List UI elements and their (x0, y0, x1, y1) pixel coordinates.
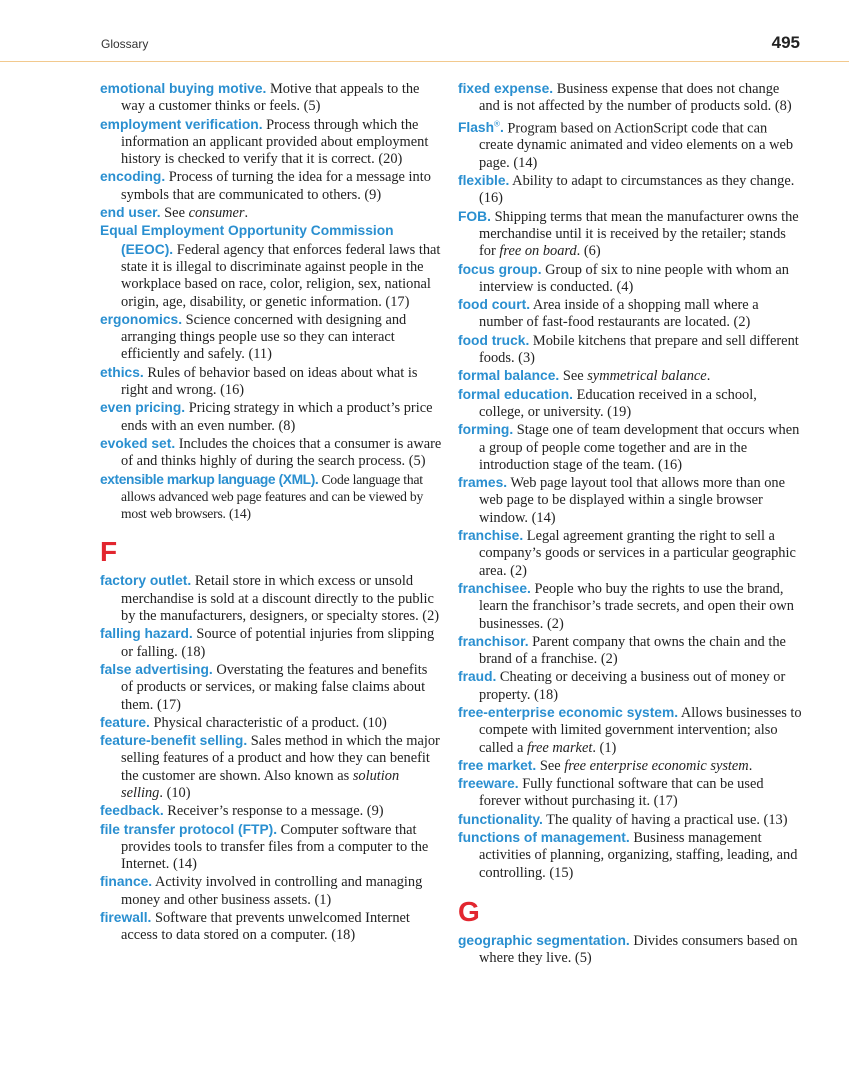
glossary-definition: Sales method in which the major selling features of a product and how they can benefit the customer are shown. Also known as (121, 733, 440, 784)
glossary-entry (458, 757, 802, 775)
cross-reference: symmetrical balance (587, 368, 707, 385)
glossary-definition: Science concerned with designing and arranging things people use so they can interact efficiently and safely. (11) (121, 311, 407, 363)
glossary-column-left (100, 80, 442, 945)
glossary-definition: Process of turning the idea for a message into symbols that are communicated to others. (9) (121, 169, 431, 203)
glossary-entry (100, 714, 442, 732)
glossary-term: functionality. (458, 811, 543, 827)
glossary-entry (100, 909, 442, 945)
glossary-term: false advertising. (100, 661, 213, 677)
glossary-definition: Rules of behavior based on ideas about what is right and wrong. (16) (121, 364, 418, 399)
cross-reference: free market (526, 739, 593, 756)
glossary-entry (458, 421, 802, 474)
glossary-definition: Shipping terms that mean the manufacturer owns the merchandise until it is received by the retailer; stands for (479, 208, 799, 260)
glossary-term: end user. (100, 205, 161, 221)
glossary-definition-tail: . (706, 368, 711, 385)
glossary-term: focus group. (458, 261, 542, 277)
glossary-definition: People who buy the rights to use the brand, learn the franchisor’s trade secrets, and open their own businesses. (2) (479, 580, 795, 632)
glossary-entry (100, 204, 442, 222)
glossary-definition: See (536, 757, 565, 774)
glossary-term: franchisor. (458, 633, 529, 649)
glossary-definition: Education received in a school, college, or university. (19) (479, 386, 757, 420)
glossary-entry (458, 474, 802, 527)
glossary-entry (458, 261, 802, 297)
glossary-term: feature-benefit selling. (100, 733, 248, 749)
glossary-entry (458, 332, 802, 368)
glossary-definition: Cheating or deceiving a business out of money or property. (18) (479, 669, 786, 703)
glossary-entry (458, 775, 802, 811)
glossary-term: fixed expense. (458, 81, 554, 96)
glossary-definition: Software that prevents unwelcomed Internet access to data stored on a computer. (18) (121, 910, 410, 944)
section-letter-g: G (458, 895, 480, 927)
glossary-term: formal education. (458, 386, 573, 402)
glossary-definition: Parent company that owns the chain and the brand of a franchise. (2) (479, 633, 786, 668)
glossary-definition: Code language that allows advanced web page features and can be viewed by most web browsers. (14) (121, 471, 424, 522)
glossary-definition: Process through which the information an applicant provided about employment history is checked to verify that it is correct. (20) (121, 116, 429, 168)
glossary-term: feature. (100, 714, 150, 730)
glossary-entry (458, 296, 802, 332)
cross-reference: free on board (499, 243, 577, 260)
glossary-term: ethics. (100, 364, 144, 380)
glossary-term: extensible markup language (XML). (100, 471, 319, 487)
glossary-entry (100, 572, 442, 625)
glossary-term: fraud. (458, 669, 497, 685)
page-header (0, 0, 849, 62)
glossary-definition: Overstating the features and benefits of products or services, or making false claims about them. (17) (121, 661, 428, 713)
glossary-definition: See (160, 205, 189, 222)
glossary-term: encoding. (100, 169, 166, 185)
glossary-definition: See (559, 368, 588, 385)
page-number: 495 (771, 33, 800, 52)
glossary-definition-tail: . (1) (592, 739, 617, 756)
glossary-entry (100, 168, 442, 204)
glossary-term: forming. (458, 422, 514, 438)
header-rule (0, 61, 849, 62)
glossary-term: file transfer protocol (FTP). (100, 821, 278, 837)
running-head: Glossary (101, 37, 149, 51)
glossary-entry (458, 829, 802, 882)
glossary-term: even pricing. (100, 400, 186, 416)
glossary-definition: Pricing strategy in which a product’s price ends with an even number. (8) (121, 400, 433, 434)
section-letter-f: F (100, 536, 118, 568)
glossary-definition: Stage one of team development that occurs when a group of people come together and are in the introduction stage of the team. (16) (479, 422, 800, 473)
glossary-entry (458, 386, 802, 422)
registered-mark: ® (494, 119, 500, 129)
glossary-entry (458, 80, 802, 116)
glossary-term: employment verification. (100, 116, 263, 132)
cross-reference: free enterprise economic system (564, 757, 749, 774)
glossary-term: FOB. (458, 208, 491, 224)
glossary-term: formal balance. (458, 368, 560, 384)
glossary-term: franchise. (458, 528, 524, 544)
glossary-term: finance. (100, 874, 153, 890)
glossary-entry (100, 732, 442, 802)
glossary-term: franchisee. (458, 580, 531, 596)
cross-reference: solution selling (121, 767, 400, 801)
glossary-definition: Fully functional software that can be used forever without purchasing it. (17) (479, 776, 764, 810)
glossary-definition-tail: . (244, 205, 249, 222)
glossary-term: geographic segmentation. (458, 932, 630, 948)
glossary-definition: Divides consumers based on where they live. (5) (479, 932, 798, 967)
glossary-term: food truck. (458, 332, 530, 348)
glossary-definition: Ability to adapt to circumstances as they change. (16) (479, 173, 795, 207)
glossary-term: free market. (458, 757, 537, 773)
glossary-definition: Business management activities of planning, organizing, staffing, leading, and controlling. (15) (479, 830, 798, 881)
glossary-definition: Computer software that provides tools to transfer files from a computer to the Internet. (14) (121, 821, 429, 873)
glossary-entry (100, 821, 442, 874)
glossary-term: free-enterprise economic system. (458, 704, 679, 720)
glossary-entry (458, 811, 802, 829)
glossary-entry (100, 661, 442, 714)
glossary-term: Equal Employment Opportunity Commission (EEOC). (100, 223, 394, 257)
glossary-term: feedback. (100, 803, 164, 819)
glossary-term (458, 120, 504, 135)
glossary-definition: Receiver’s response to a message. (9) (163, 803, 384, 820)
glossary-definition: Motive that appeals to the way a customer thinks or feels. (5) (121, 81, 420, 115)
glossary-entry (458, 932, 802, 968)
glossary-entry (100, 435, 442, 471)
glossary-term: firewall. (100, 910, 152, 926)
cross-reference: consumer (188, 205, 245, 222)
glossary-term: falling hazard. (100, 626, 193, 642)
glossary-definition: Mobile kitchens that prepare and sell different foods. (3) (479, 332, 799, 367)
glossary-definition-tail: . (6) (576, 243, 601, 260)
glossary-term: freeware. (458, 776, 519, 792)
glossary-entry (458, 527, 802, 580)
glossary-entry (458, 668, 802, 704)
glossary-entry (458, 208, 802, 261)
glossary-term: ergonomics. (100, 311, 183, 327)
glossary-definition: Federal agency that enforces federal laws that state it is illegal to discriminate against people in the workplace based on race, color, religion, sex, national origin, age, disability, or genetic information. (17) (121, 241, 441, 310)
glossary-definition: The quality of having a practical use. (13) (542, 811, 788, 828)
glossary-definition-tail: . (10) (159, 784, 191, 801)
glossary-definition: Allows businesses to compete with limited government intervention; also called a (479, 704, 802, 756)
glossary-term: functions of management. (458, 830, 630, 846)
glossary-definition: Source of potential injuries from slipping or falling. (18) (121, 626, 435, 660)
glossary-entry (100, 873, 442, 909)
glossary-entry (458, 172, 802, 208)
glossary-definition: Group of six to nine people with whom an interview is conducted. (4) (479, 261, 789, 295)
glossary-definition: Web page layout tool that allows more than one web page to be displayed within a single browser window. (14) (479, 475, 786, 526)
glossary-definition: Retail store in which excess or unsold merchandise is sold at a discount directly to the public by the manufacturers, designers, or specialty stores. (2) (121, 573, 440, 625)
glossary-entry (100, 222, 442, 310)
glossary-definition: Program based on ActionScript code that can create dynamic animated and video elements on a web page. (14) (479, 120, 794, 171)
glossary-definition: Area inside of a shopping mall where a number of fast-food restaurants are located. (2) (479, 297, 759, 331)
glossary-entry (100, 471, 442, 523)
glossary-entry (100, 311, 442, 364)
glossary-definition: Physical characteristic of a product. (10) (149, 714, 387, 731)
glossary-definition: Includes the choices that a consumer is aware of and thinks highly of during the search process. (5) (121, 435, 442, 470)
glossary-column-right (458, 80, 802, 968)
glossary-entry (100, 625, 442, 661)
glossary-term: food court. (458, 297, 531, 313)
glossary-entry (100, 802, 442, 820)
glossary-definition: Activity involved in controlling and managing money and other business assets. (1) (121, 874, 423, 908)
glossary-entry (458, 116, 802, 172)
glossary-term: frames. (458, 475, 508, 491)
glossary-entry (100, 80, 442, 116)
glossary-term: emotional buying motive. (100, 81, 267, 96)
glossary-term: flexible. (458, 173, 510, 189)
glossary-entry (100, 364, 442, 400)
glossary-entry (458, 633, 802, 669)
glossary-entry (458, 367, 802, 385)
glossary-entry (458, 580, 802, 633)
glossary-term-text: Flash (458, 120, 495, 136)
glossary-term: evoked set. (100, 435, 176, 451)
glossary-entry (458, 704, 802, 757)
glossary-term-period: . (499, 120, 504, 136)
glossary-entry (100, 116, 442, 169)
glossary-definition-tail: . (748, 757, 753, 774)
glossary-term: factory outlet. (100, 573, 192, 589)
glossary-definition: Legal agreement granting the right to sell a company’s goods or services in a particular geographic area. (2) (479, 528, 796, 579)
glossary-definition: Business expense that does not change and is not affected by the number of products sold. (8) (479, 81, 792, 115)
glossary-entry (100, 399, 442, 435)
